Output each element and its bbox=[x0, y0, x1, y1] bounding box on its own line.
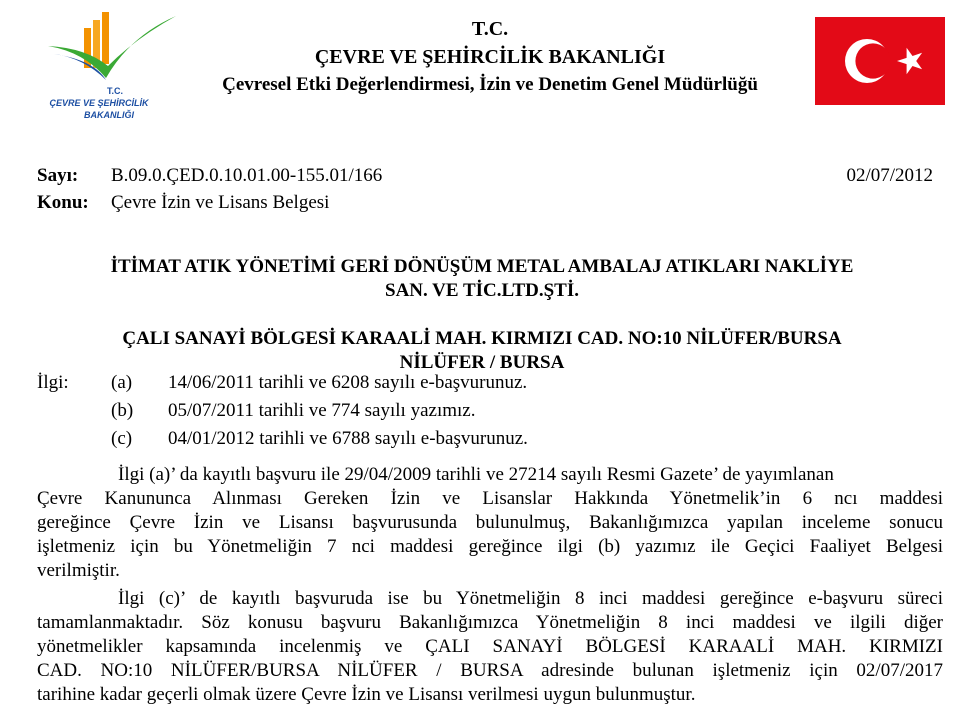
paragraph-line: işletmeniz için bu Yönetmeliğin 7 nci maddesi gereğince ilgi (b) yazımız ile Geçici Faaliyet Belgesi bbox=[37, 536, 943, 557]
crescent-star-icon bbox=[815, 17, 945, 105]
ilgi-key-a: (a) bbox=[111, 372, 133, 393]
sayi-label: Sayı: bbox=[37, 165, 79, 186]
document-date: 02/07/2012 bbox=[846, 165, 933, 186]
paragraph-line: tamamlanmaktadır. Söz konusu başvuru Bakanlığımızca Yönetmeliğin 8 inci maddesi ve ilgili diğer bbox=[37, 612, 943, 633]
recipient-company-line-2: SAN. VE TİC.LTD.ŞTİ. bbox=[385, 280, 579, 301]
logo-tc: T.C. bbox=[106, 86, 123, 96]
paragraph-line: CAD. NO:10 NİLÜFER/BURSA NİLÜFER / BURSA adresinde bulunan işletmeniz için 02/07/2017 bbox=[37, 660, 943, 681]
header-country: T.C. bbox=[471, 18, 509, 40]
body-paragraph-2 bbox=[37, 587, 943, 707]
ilgi-label: İlgi: bbox=[37, 372, 69, 393]
ministry-logo bbox=[44, 8, 178, 118]
recipient-address-line-1: ÇALI SANAYİ BÖLGESİ KARAALİ MAH. KIRMIZI CAD. NO:10 NİLÜFER/BURSA bbox=[122, 328, 842, 349]
paragraph-line: yönetmelikler kapsamında incelenmiş ve ÇALI SANAYİ BÖLGESİ KARAALİ MAH. KIRMIZI bbox=[37, 636, 943, 657]
paragraph-line: gereğince Çevre İzin ve Lisansı başvurusunda bulunulmuş, Bakanlığımızca yapılan inceleme sonucu bbox=[37, 512, 943, 533]
logo-line-1: ÇEVRE VE ŞEHİRCİLİK bbox=[49, 98, 149, 108]
recipient-company-line-1: İTİMAT ATIK YÖNETİMİ GERİ DÖNÜŞÜM METAL AMBALAJ ATIKLARI NAKLİYE bbox=[110, 256, 854, 277]
sayi-value: B.09.0.ÇED.0.10.01.00-155.01/166 bbox=[111, 165, 383, 186]
ilgi-key-c: (c) bbox=[111, 428, 133, 449]
turkish-flag-icon bbox=[815, 17, 945, 105]
ilgi-text-b: 05/07/2011 tarihli ve 774 sayılı yazımız. bbox=[168, 400, 476, 421]
body-paragraph-1 bbox=[37, 463, 943, 583]
ilgi-text-a: 14/06/2011 tarihli ve 6208 sayılı e-başvurunuz. bbox=[168, 372, 528, 393]
ilgi-key-b: (b) bbox=[111, 400, 134, 421]
konu-label: Konu: bbox=[37, 192, 89, 213]
paragraph-line: tarihine kadar geçerli olmak üzere Çevre İzin ve Lisansı verilmesi uygun bulunmuştur. bbox=[37, 684, 696, 705]
recipient-address-line-2: NİLÜFER / BURSA bbox=[399, 352, 565, 373]
header-ministry: ÇEVRE VE ŞEHİRCİLİK BAKANLIĞI bbox=[314, 46, 666, 68]
konu-value: Çevre İzin ve Lisans Belgesi bbox=[111, 192, 330, 213]
ministry-logo-mark bbox=[44, 8, 178, 80]
paragraph-line: Çevre Kanununca Alınması Gereken İzin ve Lisanslar Hakkında Yönetmelik’in 6 ncı maddesi bbox=[37, 488, 943, 509]
paragraph-line: İlgi (c)’ de kayıtlı başvuruda ise bu Yönetmeliğin 8 inci maddesi gereğince e-başvuru süreci bbox=[118, 588, 943, 609]
ilgi-text-c: 04/01/2012 tarihli ve 6788 sayılı e-başvurunuz. bbox=[168, 428, 528, 449]
logo-line-2: BAKANLIĞI bbox=[84, 110, 134, 120]
paragraph-line: verilmiştir. bbox=[37, 560, 120, 581]
paragraph-line: İlgi (a)’ da kayıtlı başvuru ile 29/04/2009 tarihli ve 27214 sayılı Resmi Gazete’ de yayımlanan bbox=[118, 464, 834, 485]
header-directorate: Çevresel Etki Değerlendirmesi, İzin ve Denetim Genel Müdürlüğü bbox=[222, 74, 758, 95]
